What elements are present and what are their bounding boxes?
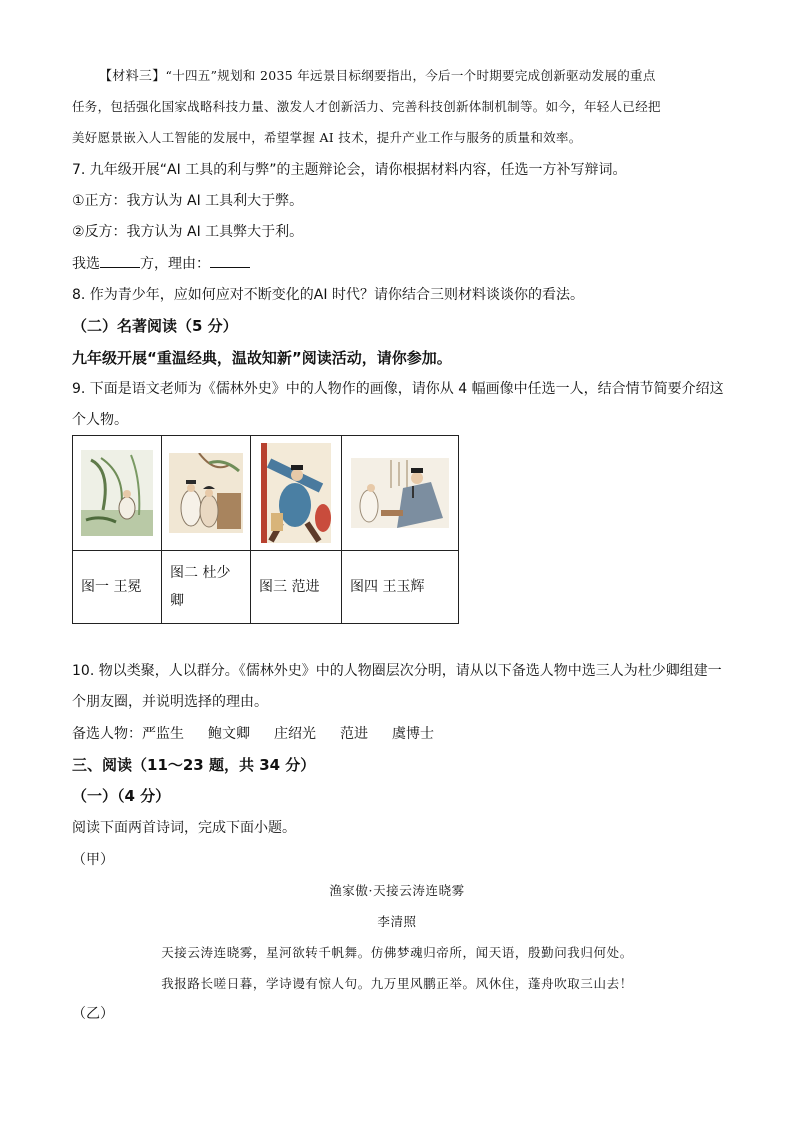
material3-line3: 美好愿景嵌入人工智能的发展中，希望掌握 AI 技术，提升产业工作与服务的质量和效率。 [72,130,582,145]
fanjin-portrait-image [261,443,331,543]
caption-2: 图二 杜少 卿 [162,551,251,624]
q7-con: ②反方：我方认为 AI 工具弊大于利。 [72,224,304,240]
caption-4: 图四 王玉辉 [342,551,459,624]
wangmian-portrait-image [81,450,153,536]
wangyuhui-portrait-image [351,458,449,528]
q10-candidates: 备选人物：严监生 鲍文卿 庄绍光 范进 虞博士 [72,726,434,742]
material3-line2: 任务，包括强化国家战略科技力量、激发人才创新活力、完善科技创新体制机制等。如今，年轻人已经把 [72,99,661,114]
poem-yi-label: （乙） [72,1006,114,1022]
reason-blank[interactable] [210,253,250,268]
caption-3: 图三 范进 [251,551,342,624]
portrait-cell-1 [73,436,162,551]
portrait-cell-3 [251,436,342,551]
dushaoqing-portrait-image [169,453,243,533]
section2-intro: 九年级开展“重温经典，温故知新”阅读活动，请你参加。 [72,349,452,367]
q10-stem-line1: 10. 物以类聚，人以群分。《儒林外史》中的人物圈层次分明，请从以下备选人物中选三人为杜少卿组建一 [72,663,722,679]
caption-1: 图一 王冕 [73,551,162,624]
poem-author: 李清照 [377,914,417,929]
q10-stem-line2: 个朋友圈，并说明选择的理由。 [72,694,268,710]
side-blank[interactable] [100,253,140,268]
candidate: 范进 [340,726,368,742]
q7-stem: 7. 九年级开展“AI 工具的利与弊”的主题辩论会，请你根据材料内容，任选一方补写辩词。 [72,162,627,178]
material3-line1: 【材料三】“十四五”规划和 2035 年远景目标纲要指出，今后一个时期要完成创新驱动发展的重点 [99,68,656,84]
poem-title: 渔家傲·天接云涛连晓雾 [329,883,465,898]
q7-choose: 我选 方，理由： [72,253,250,274]
section2-title: （二）名著阅读（5 分） [72,317,238,335]
q9-stem-line1: 9. 下面是语文老师为《儒林外史》中的人物作的画像，请你从 4 幅画像中任选一人，结合情节简要介绍这 [72,381,724,397]
q8-stem: 8. 作为青少年，应如何应对不断变化的AI 时代？请你结合三则材料谈谈你的看法。 [72,287,584,303]
portrait-cell-2 [162,436,251,551]
candidate: 虞博士 [392,726,434,742]
section3-sub1: （一）（4 分） [72,787,171,805]
candidate: 鲍文卿 [208,726,250,742]
candidate: 庄绍光 [274,726,316,742]
poem-line2: 我报路长嗟日暮，学诗谩有惊人句。九万里风鹏正举。风休住，蓬舟吹取三山去！ [161,976,633,991]
portrait-cell-4 [342,436,459,551]
candidate: 严监生 [142,726,184,742]
q7-pro: ①正方：我方认为 AI 工具利大于弊。 [72,193,304,209]
portrait-table [72,435,459,624]
poem-line1: 天接云涛连晓雾，星河欲转千帆舞。仿佛梦魂归帝所，闻天语，殷勤问我归何处。 [161,945,633,960]
section3-title: 三、阅读（11～23 题，共 34 分） [72,756,316,774]
poem-jia-label: （甲） [72,852,114,868]
q9-stem-line2: 个人物。 [72,412,128,428]
section3-instruction: 阅读下面两首诗词，完成下面小题。 [72,820,296,836]
